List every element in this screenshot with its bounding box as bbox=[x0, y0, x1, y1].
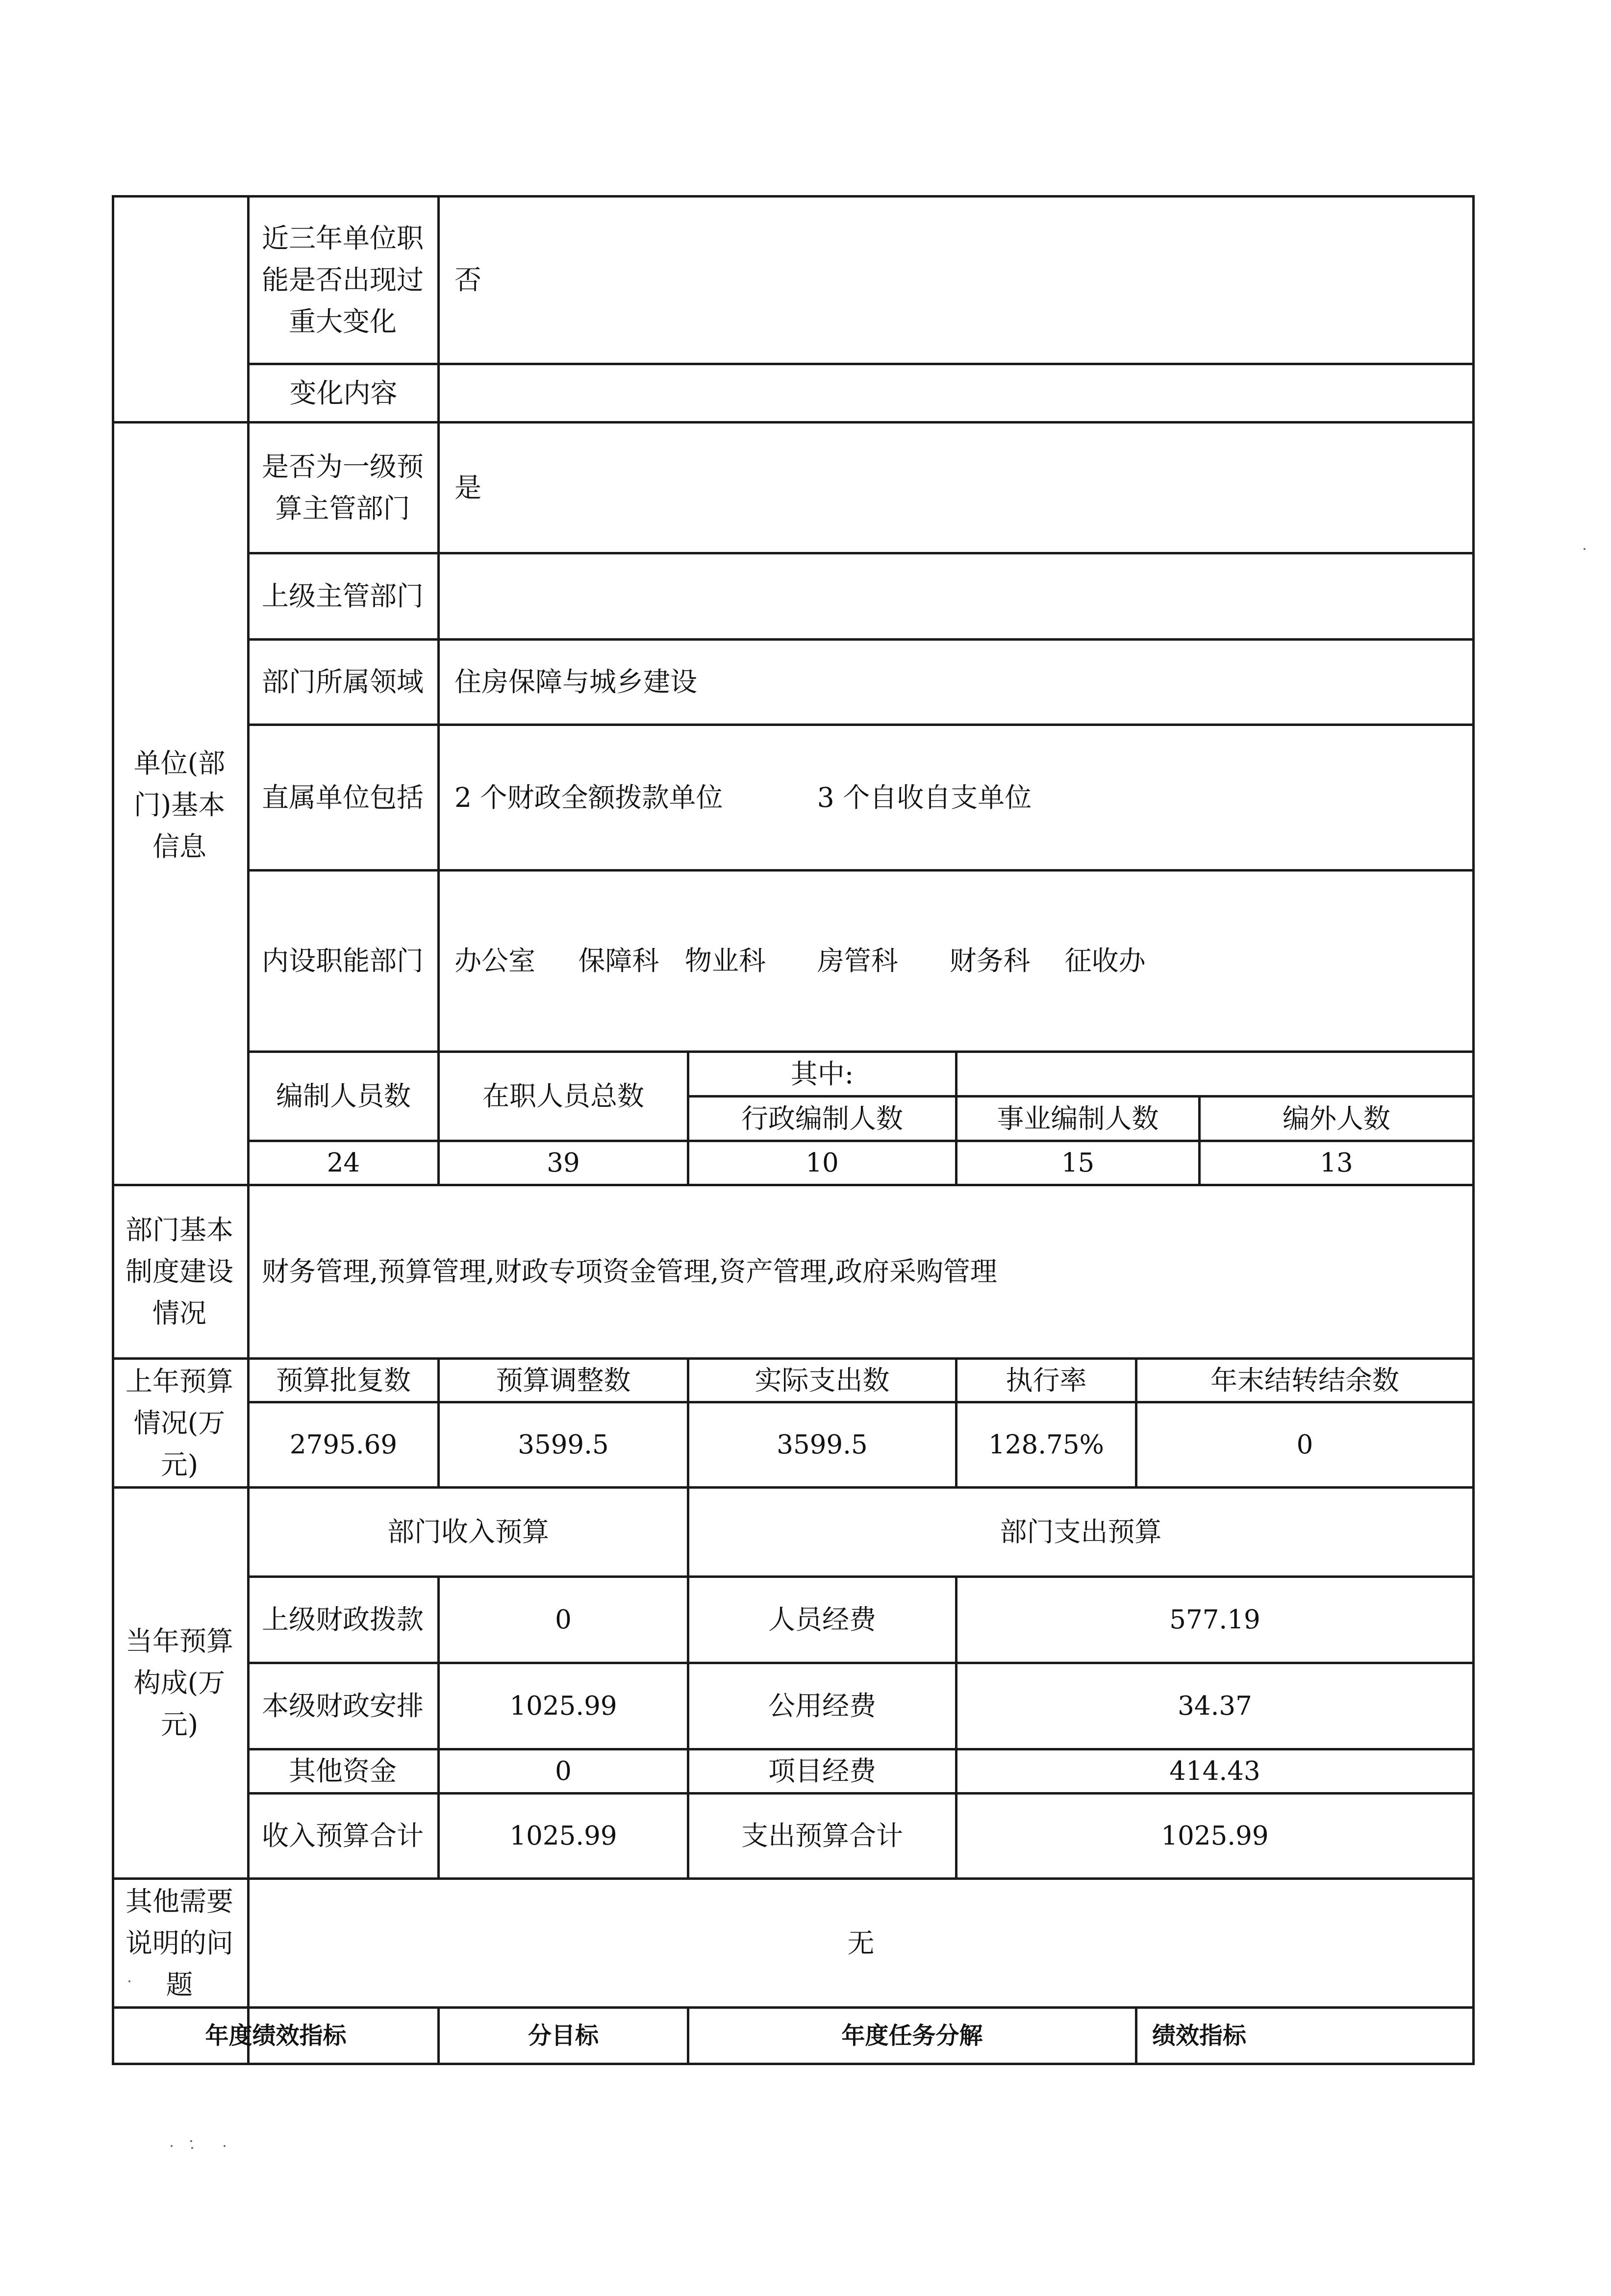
subordinate-units-value: 2 个财政全额拨款单位 3 个自收自支单位 bbox=[454, 781, 1032, 813]
scan-speck bbox=[1584, 548, 1586, 550]
expense-row-label: 项目经费 bbox=[768, 1755, 876, 1787]
admin-staff-value: 10 bbox=[806, 1148, 839, 1178]
parent-dept-label: 上级主管部门 bbox=[261, 580, 424, 612]
income-budget-header: 部门收入预算 bbox=[387, 1516, 549, 1547]
expense-row-label: 公用经费 bbox=[768, 1690, 876, 1722]
scan-speck bbox=[224, 2145, 226, 2147]
income-total-value: 1025.99 bbox=[509, 1821, 617, 1851]
system-building-label: 部门基本制度建设情况 bbox=[125, 1214, 233, 1329]
system-building-value: 财务管理,预算管理,财政专项资金管理,资产管理,政府采购管理 bbox=[262, 1256, 997, 1287]
grid-line bbox=[955, 1050, 957, 1096]
grid-line bbox=[1472, 195, 1475, 2065]
change-content-label: 变化内容 bbox=[289, 377, 398, 409]
sub-goals-header: 分目标 bbox=[528, 2021, 599, 2049]
adjusted-value: 3599.5 bbox=[518, 1430, 609, 1460]
other-notes-label: 其他需要说明的问题 bbox=[125, 1885, 233, 2000]
expense-row-value: 34.37 bbox=[1178, 1691, 1252, 1721]
adjusted-header: 预算调整数 bbox=[496, 1364, 631, 1396]
current-year-label: 当年预算构成(万元) bbox=[125, 1625, 233, 1740]
year-end-balance-value: 0 bbox=[1296, 1430, 1313, 1460]
subordinate-units-label: 直属单位包括 bbox=[261, 781, 424, 813]
function-change-label: 近三年单位职能是否出现过重大变化 bbox=[261, 223, 424, 337]
budget-form-table bbox=[112, 195, 1475, 2065]
expense-budget-header: 部门支出预算 bbox=[1000, 1516, 1162, 1547]
extra-staff-header: 编外人数 bbox=[1282, 1102, 1390, 1134]
dept-domain-label: 部门所属领域 bbox=[261, 666, 424, 698]
extra-staff-value: 13 bbox=[1320, 1148, 1353, 1178]
expense-row-value: 577.19 bbox=[1169, 1605, 1260, 1635]
first-level-dept-label: 是否为一级预算主管部门 bbox=[261, 451, 424, 524]
function-change-value: 否 bbox=[454, 264, 482, 296]
actual-value: 3599.5 bbox=[777, 1430, 868, 1460]
dept-domain-value: 住房保障与城乡建设 bbox=[454, 666, 698, 698]
institution-staff-header: 事业编制人数 bbox=[997, 1102, 1159, 1134]
first-level-dept-value: 是 bbox=[454, 472, 482, 503]
staff-quota-header: 编制人员数 bbox=[276, 1080, 411, 1112]
scan-speck bbox=[128, 1980, 130, 1982]
income-row-value: 0 bbox=[555, 1756, 572, 1786]
execution-rate-header: 执行率 bbox=[1006, 1364, 1087, 1396]
other-notes-value: 无 bbox=[847, 1927, 875, 1959]
performance-indicators-header: 绩效指标 bbox=[1152, 2021, 1247, 2049]
income-row-value: 0 bbox=[555, 1605, 572, 1635]
institution-staff-value: 15 bbox=[1061, 1148, 1095, 1178]
expense-row-value: 414.43 bbox=[1169, 1756, 1260, 1786]
actual-header: 实际支出数 bbox=[755, 1364, 890, 1396]
last-year-label: 上年预算情况(万元) bbox=[125, 1365, 233, 1480]
expense-total-value: 1025.99 bbox=[1161, 1821, 1269, 1851]
internal-depts-label: 内设职能部门 bbox=[261, 945, 424, 976]
admin-staff-header: 行政编制人数 bbox=[741, 1102, 903, 1134]
change-content-value bbox=[440, 365, 1472, 421]
grid-line bbox=[112, 2063, 1475, 2065]
execution-rate-value: 128.75% bbox=[988, 1430, 1104, 1460]
year-end-balance-header: 年末结转结余数 bbox=[1210, 1364, 1399, 1396]
approved-header: 预算批复数 bbox=[276, 1364, 411, 1396]
income-row-value: 1025.99 bbox=[509, 1691, 617, 1721]
income-row-label: 上级财政拨款 bbox=[261, 1604, 424, 1635]
approved-value: 2795.69 bbox=[289, 1430, 398, 1460]
unit-info-section-label: 单位(部门)基本信息 bbox=[133, 747, 226, 862]
scan-speck bbox=[191, 2147, 193, 2149]
staff-total-header: 在职人员总数 bbox=[482, 1080, 644, 1112]
staff-total-value: 39 bbox=[547, 1148, 580, 1178]
income-row-label: 本级财政安排 bbox=[261, 1690, 424, 1722]
internal-depts-value: 办公室 保障科 物业科 房管科 财务科 征收办 bbox=[454, 945, 1146, 976]
annual-task-breakdown-header: 年度任务分解 bbox=[841, 2021, 983, 2049]
expense-row-label: 人员经费 bbox=[768, 1604, 876, 1635]
staff-quota-value: 24 bbox=[327, 1148, 360, 1178]
parent-dept-value bbox=[440, 554, 1472, 638]
scan-speck bbox=[171, 2145, 173, 2147]
of-which-header: 其中: bbox=[790, 1058, 854, 1090]
scan-speck bbox=[190, 2140, 192, 2142]
grid-line bbox=[112, 195, 114, 2065]
income-total-label: 收入预算合计 bbox=[261, 1820, 424, 1851]
annual-performance-indicators-header: 年度绩效指标 bbox=[205, 2021, 347, 2049]
expense-total-label: 支出预算合计 bbox=[741, 1820, 903, 1851]
income-row-label: 其他资金 bbox=[288, 1755, 397, 1787]
